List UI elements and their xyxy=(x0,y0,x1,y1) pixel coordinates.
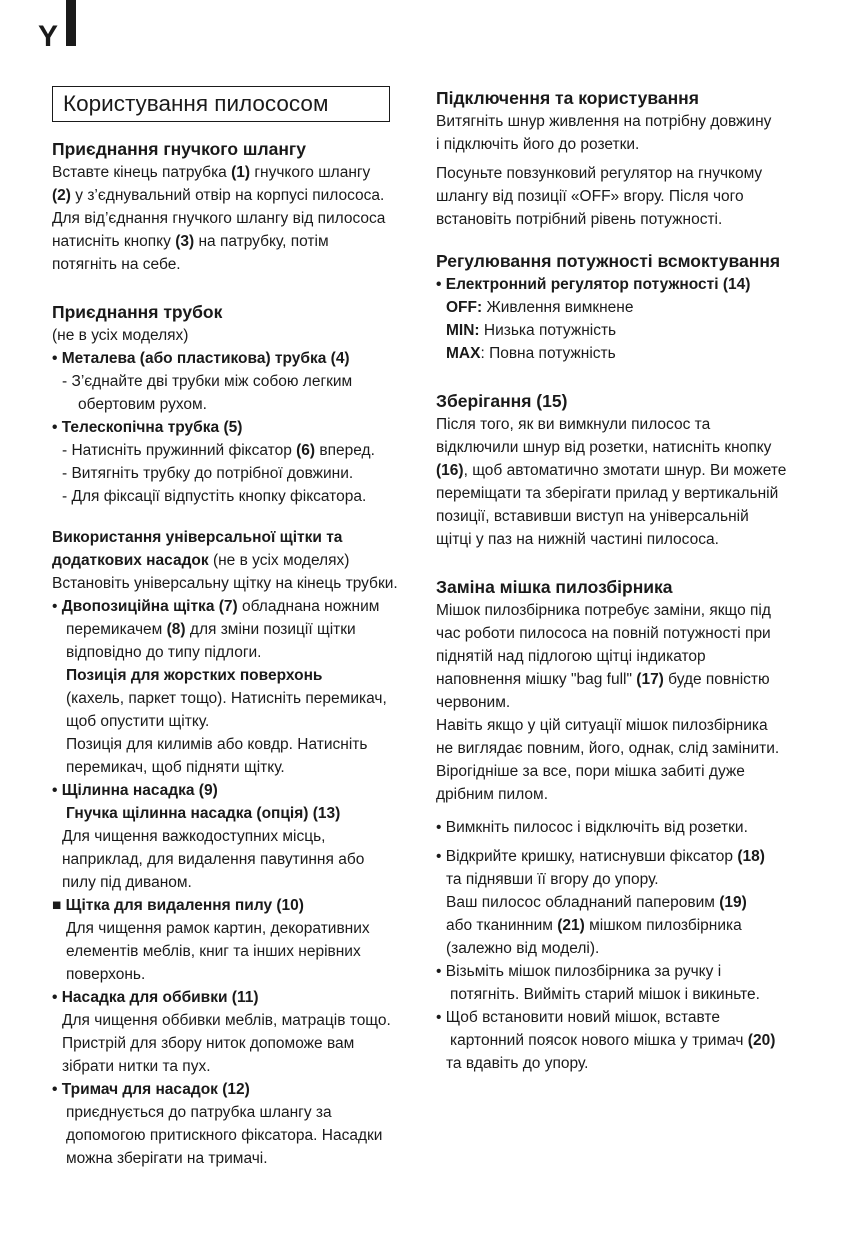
page-title: Користування пилососом xyxy=(52,86,390,122)
text-line: Вірогідніше за все, пори мішка забиті дуже xyxy=(436,763,745,780)
text-line: зібрати нитки та пух. xyxy=(62,1058,211,1075)
language-bar xyxy=(66,0,76,46)
text-line: - З’єднайте дві трубки між собою легким xyxy=(62,373,353,390)
text-line: потягніть на себе. xyxy=(52,256,181,273)
list-item: • Електронний регулятор потужності (14) xyxy=(436,276,751,293)
text-line: встановіть потрібний рівень потужності. xyxy=(436,211,723,228)
text-line: пилу під диваном. xyxy=(62,874,192,891)
text-line: Встановіть універсальну щітку на кінець трубки. xyxy=(52,575,398,592)
text-line: і підключіть його до розетки. xyxy=(436,136,640,153)
text-line: наповнення мішку "bag full" (17) буде повністю xyxy=(436,671,770,688)
text-line: обертовим рухом. xyxy=(78,396,207,413)
text-line: щітці у паз на нижній частині пилососа. xyxy=(436,531,719,548)
text-line: поверхонь. xyxy=(66,966,146,983)
text-line: елементів меблів, книг та інших нерівних xyxy=(66,943,361,960)
text-line: Для чищення рамок картин, декоративних xyxy=(66,920,370,937)
list-item: • Тримач для насадок (12) xyxy=(52,1081,250,1098)
text-line: час роботи пилососа на повній потужності при xyxy=(436,625,771,642)
text-line: дрібним пилом. xyxy=(436,786,549,803)
text-line: перемикачем (8) для зміни позиції щітки xyxy=(66,621,356,638)
text-line: - Натисніть пружинний фіксатор (6) вперед. xyxy=(62,442,375,459)
section-heading-brush-2: додаткових насадок (не в усіх моделях) xyxy=(52,552,350,569)
text-line: Витягніть шнур живлення на потрібну довжину xyxy=(436,113,772,130)
list-item: • Насадка для оббивки (11) xyxy=(52,989,259,1006)
text-line: (не в усіх моделях) xyxy=(52,327,189,344)
text-line: Ваш пилосос обладнаний паперовим (19) xyxy=(446,894,747,911)
text-line: (залежно від моделі). xyxy=(446,940,600,957)
text-line: Після того, як ви вимкнули пилосос та xyxy=(436,416,711,433)
list-item: • Відкрийте кришку, натиснувши фіксатор (18) xyxy=(436,848,765,865)
section-heading-suction: Регулювання потужності всмоктування xyxy=(436,251,781,271)
text-line: Для чищення важкодоступних місць, xyxy=(62,828,326,845)
text-line: (2) у з’єднувальний отвір на корпусі пилососа. xyxy=(52,187,385,204)
text-line: допомогою притискного фіксатора. Насадки xyxy=(66,1127,383,1144)
list-item: • Щоб встановити новий мішок, вставте xyxy=(436,1009,720,1026)
text-line: щоб опустити щітку. xyxy=(66,713,210,730)
right-column xyxy=(436,86,806,1075)
list-item: • Двопозиційна щітка (7) обладнана ножним xyxy=(52,598,380,615)
text-line: натисніть кнопку (3) на патрубку, потім xyxy=(52,233,329,250)
text-line: Пристрій для збору ниток допоможе вам xyxy=(62,1035,355,1052)
text-line: не виглядає повним, його, однак, слід замінити. xyxy=(436,740,780,757)
text-line: відключили шнур від розетки, натисніть кнопку xyxy=(436,439,772,456)
text-line: позиції, вставивши виступ на універсальній xyxy=(436,508,749,525)
text-line: Позиція для килимів або ковдр. Натисніть xyxy=(66,736,368,753)
text-line: або тканинним (21) мішком пилозбірника xyxy=(446,917,742,934)
list-item: • Металева (або пластикова) трубка (4) xyxy=(52,350,350,367)
subheading-flex-crevice: Гнучка щілинна насадка (опція) (13) xyxy=(66,805,341,822)
section-heading-brush: Використання універсальної щітки та xyxy=(52,529,343,546)
text-line: можна зберігати на тримачі. xyxy=(66,1150,268,1167)
text-line: Мішок пилозбірника потребує заміни, якщо під xyxy=(436,602,771,619)
text-line: (16), щоб автоматично змотати шнур. Ви можете xyxy=(436,462,787,479)
text-line: та піднявши її вгору до упору. xyxy=(446,871,659,888)
text-line: Вставте кінець патрубка (1) гнучкого шлангу xyxy=(52,164,371,181)
text-line: червоним. xyxy=(436,694,511,711)
language-letter: Y xyxy=(38,20,59,53)
section-heading-connect: Підключення та користування xyxy=(436,88,699,108)
section-heading-bag: Заміна мішка пилозбірника xyxy=(436,577,673,597)
text-line: потягніть. Вийміть старий мішок і викиньте. xyxy=(450,986,760,1003)
power-max-line: MAX: Повна потужність xyxy=(446,345,616,362)
text-line: (кахель, паркет тощо). Натисніть перемикач, xyxy=(66,690,387,707)
list-item: • Щілинна насадка (9) xyxy=(52,782,218,799)
text-line: піднятій над підлогою щітці індикатор xyxy=(436,648,706,665)
subheading-hard-floor: Позиція для жорстких поверхонь xyxy=(66,667,323,684)
text-line: - Витягніть трубку до потрібної довжини. xyxy=(62,465,354,482)
text-line: приєднується до патрубка шлангу за xyxy=(66,1104,332,1121)
list-item: • Телескопічна трубка (5) xyxy=(52,419,243,436)
text-line: картонний поясок нового мішка у тримач (20) xyxy=(450,1032,776,1049)
text-line: Навіть якщо у цій ситуації мішок пилозбірника xyxy=(436,717,768,734)
power-min-line: MIN: Низька потужність xyxy=(446,322,617,339)
power-off-line: OFF: Живлення вимкнене xyxy=(446,299,634,316)
text-line: Для чищення оббивки меблів, матраців тощо. xyxy=(62,1012,391,1029)
text-line: відповідно до типу підлоги. xyxy=(66,644,262,661)
text-line: - Для фіксації відпустіть кнопку фіксатора. xyxy=(62,488,367,505)
section-heading-tubes: Приєднання трубок xyxy=(52,302,223,322)
text-line: Для від’єднання гнучкого шлангу від пилососа xyxy=(52,210,386,227)
list-item: • Вимкніть пилосос і відключіть від розетки. xyxy=(436,819,748,836)
list-item: • Візьміть мішок пилозбірника за ручку і xyxy=(436,963,722,980)
text-line: перемикач, щоб підняти щітку. xyxy=(66,759,285,776)
text-line: наприклад, для видалення павутиння або xyxy=(62,851,365,868)
left-column xyxy=(52,86,402,1170)
text-line: Посуньте повзунковий регулятор на гнучкому xyxy=(436,165,763,182)
section-heading-hose: Приєднання гнучкого шлангу xyxy=(52,139,306,159)
text-line: та вдавіть до упору. xyxy=(446,1055,589,1072)
text-line: шлангу від позиції «OFF» вгору. Після чого xyxy=(436,188,744,205)
section-heading-storage: Зберігання (15) xyxy=(436,391,568,411)
list-item: ■ Щітка для видалення пилу (10) xyxy=(52,897,304,914)
text-line: переміщати та зберігати прилад у вертикальній xyxy=(436,485,779,502)
